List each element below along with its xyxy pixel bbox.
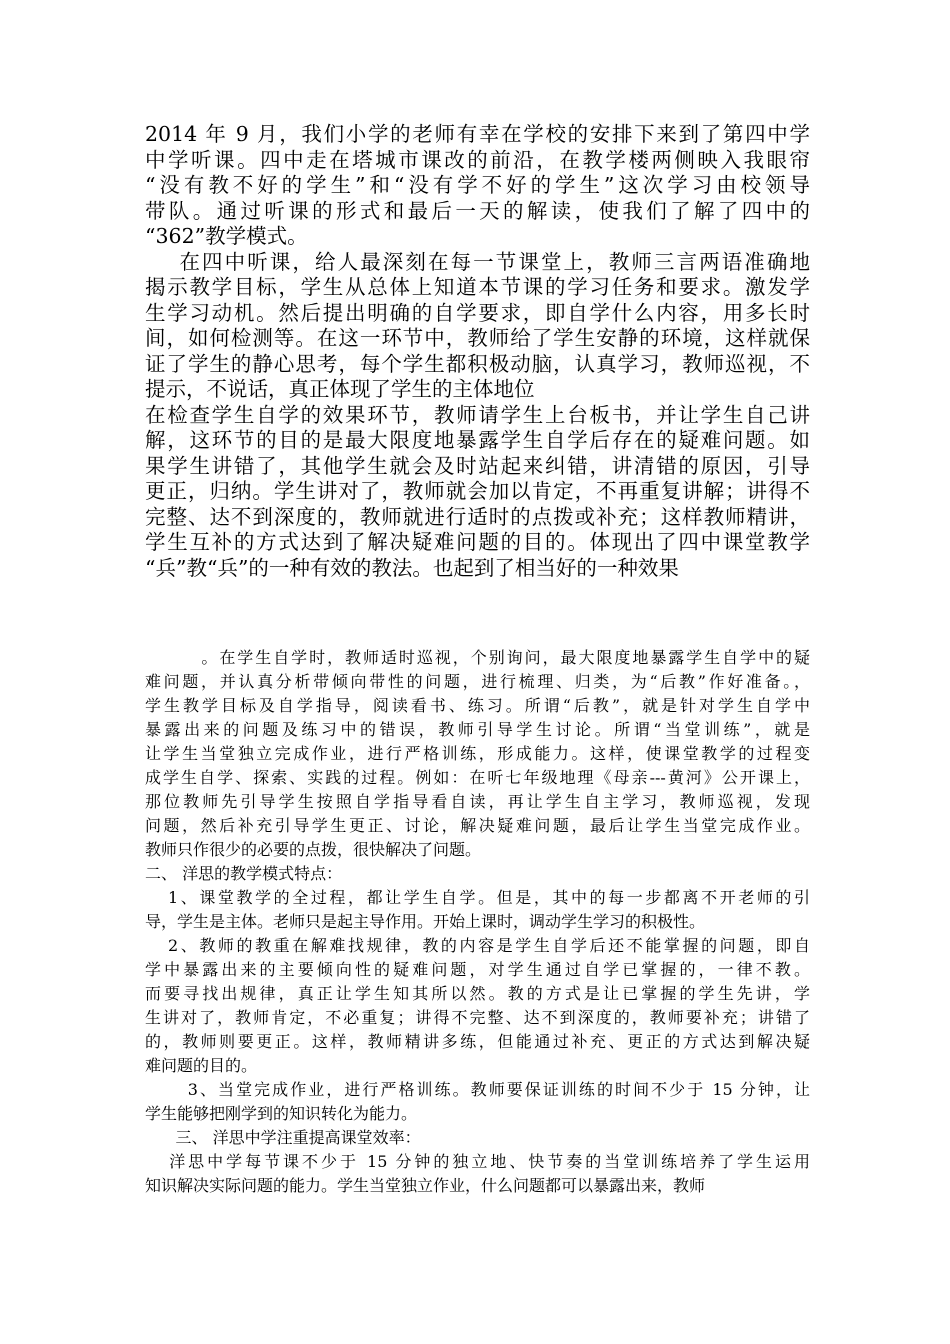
text-line: 生学习动机。然后提出明确的自学要求，即自学什么内容，用多长时 [145,300,810,325]
text-line: 三、 洋思中学注重提高课堂效率： [145,1128,421,1147]
text-line: 证了学生的静心思考，每个学生都积极动脑，认真学习，教师巡视，不 [145,351,810,376]
text-line: 1、课堂教学的全过程，都让学生自学。但是，其中的每一步都离不开老师的引 [145,888,810,907]
text-line: 教师只作很少的必要的点拨，很快解决了问题。 [145,840,482,859]
text-line: 知识解决实际问题的能力。学生当堂独立作业，什么问题都可以暴露出来，教师 [145,1176,706,1195]
text-line: 洋思中学每节课不少于 15 分钟的独立地、快节奏的当堂训练培养了学生运用 [145,1152,810,1171]
text-line: 揭示教学目标，学生从总体上知道本节课的学习任务和要求。激发学 [145,275,810,299]
text-line: 难问题的目的。 [145,1056,258,1075]
text-line: 。在学生自学时，教师适时巡视，个别询问，最大限度地暴露学生自学中的疑 [145,648,810,667]
text-line: 中学听课。四中走在塔城市课改的前沿，在教学楼两侧映入我眼帘 [145,147,810,172]
text-line: 的，教师则要更正。这样，教师精讲多练，但能通过补充、更正的方式达到解决疑 [145,1032,810,1051]
document-section-bottom [145,646,810,1198]
text-line: 果学生讲错了，其他学生就会及时站起来纠错，讲清错的原因，引导 [145,453,810,478]
text-line: 在检查学生自学的效果环节，教师请学生上台板书，并让学生自己讲 [145,402,810,427]
text-line: “362”教学模式。 [145,224,308,248]
text-line: 2、教师的教重在解难找规律，教的内容是学生自学后还不能掌握的问题，即自 [145,936,810,955]
text-line: 完整、达不到深度的，教师就进行适时的点拨或补充；这样教师精讲， [145,504,810,529]
text-line: 学中暴露出来的主要倾向性的疑难问题，对学生通过自学已掌握的，一律不教。 [145,960,810,979]
text-line: 更正，归纳。学生讲对了，教师就会加以肯定，不再重复讲解；讲得不 [145,479,810,503]
text-line: 生讲对了，教师肯定，不必重复；讲得不完整、达不到深度的，教师要补充；讲错了 [145,1008,810,1027]
text-line: 带队。通过听课的形式和最后一天的解读，使我们了解了四中的 [145,198,810,223]
text-line: 那位教师先引导学生按照自学指导看自读，再让学生自主学习，教师巡视，发现 [145,792,810,811]
document-section-top [145,122,810,581]
text-line: 学生能够把刚学到的知识转化为能力。 [145,1104,418,1123]
text-line: 导，学生是主体。老师只是起主导作用。开始上课时，调动学生学习的积极性。 [145,912,706,931]
text-line: 解，这环节的目的是最大限度地暴露学生自学后存在的疑难问题。如 [145,428,810,452]
text-line: 学生互补的方式达到了解决疑难问题的目的。体现出了四中课堂教学 [145,530,810,554]
text-line: 学生教学目标及自学指导，阅读看书、练习。所谓“后教”，就是针对学生自学中 [145,696,810,715]
text-line: 二、 洋思的教学模式特点： [145,864,343,883]
text-line: 间，如何检测等。在这一环节中，教师给了学生安静的环境，这样就保 [145,326,810,350]
text-line: 问题，然后补充引导学生更正、讨论，解决疑难问题，最后让学生当堂完成作业。 [145,816,810,835]
text-line: 难问题，并认真分析带倾向带性的问题，进行梳理、归类，为“后教”作好准备。， [145,672,810,691]
text-line: 提示，不说话，真正体现了学生的主体地位 [145,377,535,401]
text-line: 成学生自学、探索、实践的过程。例如：在听七年级地理《母亲---黄河》公开课上， [145,768,810,787]
text-line: “兵”教“兵”的一种有效的教法。也起到了相当好的一种效果 [145,555,679,580]
text-line: 而要寻找出规律，真正让学生知其所以然。教的方式是让已掌握的学生先讲，学 [145,984,810,1003]
text-line: 在四中听课，给人最深刻在每一节课堂上，教师三言两语准确地 [145,249,810,274]
text-line: “没有教不好的学生”和“没有学不好的学生”这次学习由校领导 [145,173,810,197]
text-line: 3、当堂完成作业，进行严格训练。教师要保证训练的时间不少于 15 分钟，让 [145,1080,810,1099]
text-line: 2014 年 9 月，我们小学的老师有幸在学校的安排下来到了第四中学 [145,122,810,146]
text-line: 让学生当堂独立完成作业，进行严格训练，形成能力。这样，使课堂教学的过程变 [145,744,810,763]
text-line: 暴露出来的问题及练习中的错误，教师引导学生讨论。所谓“当堂训练”，就是 [145,720,810,739]
